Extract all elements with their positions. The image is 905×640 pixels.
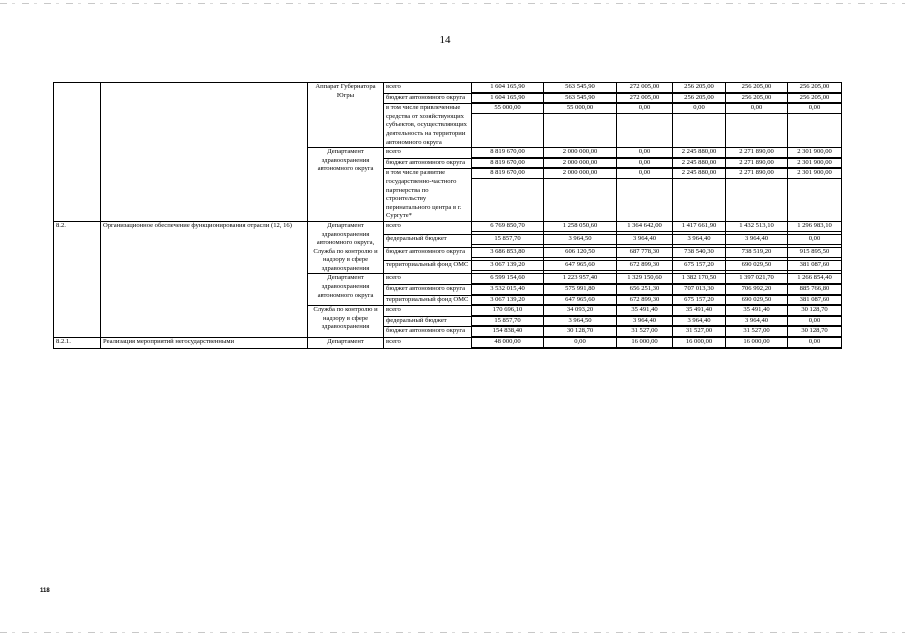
amount-value: 2 000 000,00 [544,169,616,179]
amount-value: 1 266 854,40 [788,274,841,284]
amount-value: 885 766,80 [788,285,841,295]
amount-cell [544,104,617,148]
amount-cell [544,316,617,327]
amount-cell [544,338,617,349]
amount-value: 2 271 890,00 [726,169,787,179]
amount-cell [617,285,673,296]
amount-cell [617,338,673,349]
amount-value: 35 491,40 [726,306,787,316]
amount-value: 381 087,60 [788,296,841,306]
budget-table [53,82,842,349]
amount-value: 1 397 021,70 [726,274,787,284]
amount-cell [472,295,544,306]
amount-cell [472,274,544,285]
amount-cell [673,221,726,234]
amount-value: 0,00 [617,148,672,158]
amount-cell [726,338,788,349]
footer-code: 118 [40,588,50,594]
amount-cell [544,306,617,317]
amount-cell [544,295,617,306]
amount-cell [726,306,788,317]
amount-value: 1 382 170,50 [673,274,725,284]
amount-value: 3 964,40 [673,235,725,245]
amount-cell [788,338,842,349]
executor-cell: Департамент здравоохранения автономного округа [308,148,384,222]
amount-value: 1 364 642,00 [617,222,672,232]
amount-cell [472,261,544,274]
amount-value: 1 223 957,40 [544,274,616,284]
amount-cell [617,93,673,104]
amount-value: 35 491,40 [617,306,672,316]
amount-value: 30 128,70 [788,327,841,337]
amount-value: 3 964,40 [617,317,672,327]
funding-source-cell: бюджет автономного округа [384,248,472,261]
scan-edge-bottom [0,632,905,633]
executor-cell: Аппарат Губернатора Югры [308,83,384,148]
amount-cell [788,158,842,169]
amount-value: 2 271 890,00 [726,148,787,158]
amount-cell [726,93,788,104]
amount-value: 3 067 139,20 [472,261,543,271]
amount-cell [673,261,726,274]
amount-cell [617,221,673,234]
amount-cell [726,148,788,159]
amount-value: 0,00 [673,104,725,114]
amount-value: 1 417 661,90 [673,222,725,232]
amount-value: 55 000,00 [472,104,543,114]
amount-value: 575 991,80 [544,285,616,295]
amount-value: 0,00 [617,159,672,169]
amount-cell [544,169,617,222]
amount-cell [726,158,788,169]
amount-value: 0,00 [617,169,672,179]
amount-cell [788,83,842,94]
amount-cell [673,83,726,94]
amount-cell [673,158,726,169]
amount-cell [673,306,726,317]
amount-value: 2 245 880,00 [673,148,725,158]
amount-value: 30 128,70 [788,306,841,316]
amount-value: 8 819 670,00 [472,169,543,179]
amount-value: 256 205,00 [726,83,787,93]
funding-source-cell: всего [384,338,472,349]
funding-source-cell: бюджет автономного округа [384,158,472,169]
amount-value: 15 857,70 [472,235,543,245]
funding-source-cell: бюджет автономного округа [384,285,472,296]
amount-cell [617,104,673,148]
amount-cell [726,235,788,248]
amount-value: 656 251,30 [617,285,672,295]
amount-cell [544,285,617,296]
amount-value: 2 301 900,00 [788,159,841,169]
amount-value: 2 271 890,00 [726,159,787,169]
amount-cell [788,327,842,338]
amount-cell [472,93,544,104]
amount-value: 256 205,00 [788,83,841,93]
amount-value: 8 819 670,00 [472,159,543,169]
amount-value: 30 128,70 [544,327,616,337]
amount-cell [788,295,842,306]
amount-cell [673,316,726,327]
funding-source-cell: в том числе привлеченные средства от хозяйствующих субъектов, осуществляющих деятельность на территории автономного округа [384,104,472,148]
amount-value: 2 245 880,00 [673,159,725,169]
amount-cell [544,261,617,274]
amount-value: 6 599 154,60 [472,274,543,284]
amount-cell [472,327,544,338]
amount-cell [472,221,544,234]
amount-cell [617,261,673,274]
funding-source-cell: территориальный фонд ОМС [384,295,472,306]
amount-value: 0,00 [788,338,841,348]
amount-cell [617,148,673,159]
amount-value: 16 000,00 [726,338,787,348]
item-code-cell: 8.2.1. [54,338,101,349]
amount-cell [726,169,788,222]
amount-cell [617,327,673,338]
table-row [54,338,842,349]
amount-value: 3 964,40 [726,235,787,245]
amount-value: 647 965,60 [544,296,616,306]
amount-cell [544,93,617,104]
amount-value: 2 000 000,00 [544,159,616,169]
amount-value: 2 000 000,00 [544,148,616,158]
amount-cell [544,235,617,248]
amount-cell [472,316,544,327]
budget-table-body [54,83,842,349]
amount-cell [673,295,726,306]
amount-value: 706 992,20 [726,285,787,295]
funding-source-cell: территориальный фонд ОМС [384,261,472,274]
amount-cell [726,248,788,261]
table-row [54,221,842,234]
amount-cell [726,285,788,296]
amount-value: 2 301 900,00 [788,169,841,179]
amount-value: 8 819 670,00 [472,148,543,158]
funding-source-cell: федеральный бюджет [384,316,472,327]
amount-value: 48 000,00 [472,338,543,348]
item-code-cell: 8.2. [54,221,101,337]
amount-value: 3 067 139,20 [472,296,543,306]
amount-cell [472,248,544,261]
amount-cell [673,274,726,285]
amount-value: 3 964,50 [544,235,616,245]
amount-value: 687 778,30 [617,248,672,258]
amount-value: 256 205,00 [673,94,725,104]
funding-source-cell: бюджет автономного округа [384,327,472,338]
amount-cell [788,274,842,285]
amount-cell [788,285,842,296]
amount-value: 1 604 165,90 [472,83,543,93]
amount-value: 2 301 900,00 [788,148,841,158]
amount-value: 31 527,00 [617,327,672,337]
amount-value: 707 013,30 [673,285,725,295]
amount-value: 1 432 513,10 [726,222,787,232]
amount-value: 0,00 [726,104,787,114]
amount-value: 690 029,50 [726,261,787,271]
amount-cell [673,93,726,104]
amount-cell [544,158,617,169]
scan-edge-top [0,3,905,4]
amount-value: 915 895,50 [788,248,841,258]
amount-value: 563 545,90 [544,94,616,104]
item-name-cell: Реализация мероприятий негосударственными [101,338,308,349]
amount-cell [726,327,788,338]
amount-value: 0,00 [544,338,616,348]
funding-source-cell: бюджет автономного округа [384,93,472,104]
amount-cell [544,248,617,261]
amount-cell [673,327,726,338]
amount-cell [673,285,726,296]
amount-value: 34 093,20 [544,306,616,316]
amount-value: 3 964,50 [544,317,616,327]
amount-cell [617,235,673,248]
amount-value: 3 964,40 [673,317,725,327]
funding-source-cell: всего [384,274,472,285]
amount-cell [726,83,788,94]
amount-cell [472,338,544,349]
amount-cell [726,295,788,306]
amount-value: 35 491,40 [673,306,725,316]
amount-value: 16 000,00 [673,338,725,348]
amount-value: 256 205,00 [788,94,841,104]
amount-value: 31 527,00 [673,327,725,337]
amount-cell [472,235,544,248]
amount-cell [617,316,673,327]
amount-value: 675 157,20 [673,296,725,306]
table-row [54,83,842,94]
amount-value: 647 965,60 [544,261,616,271]
amount-cell [472,148,544,159]
amount-value: 563 545,90 [544,83,616,93]
item-code-cell [54,83,101,222]
amount-cell [617,274,673,285]
amount-cell [726,261,788,274]
amount-value: 0,00 [617,104,672,114]
amount-cell [788,316,842,327]
amount-value: 256 205,00 [726,94,787,104]
amount-cell [617,306,673,317]
executor-cell: Департамент здравоохранения автономного округа, Служба по контролю и надзору в сфере здравоохранения [308,221,384,274]
amount-cell [673,104,726,148]
funding-source-cell: всего [384,148,472,159]
amount-value: 256 205,00 [673,83,725,93]
amount-value: 154 838,40 [472,327,543,337]
amount-cell [617,169,673,222]
amount-cell [788,248,842,261]
amount-cell [788,235,842,248]
amount-cell [544,221,617,234]
amount-value: 170 696,10 [472,306,543,316]
amount-cell [726,104,788,148]
amount-cell [726,316,788,327]
amount-value: 0,00 [788,235,841,245]
amount-value: 672 899,30 [617,296,672,306]
amount-value: 3 964,40 [617,235,672,245]
amount-cell [472,306,544,317]
amount-value: 3 686 853,80 [472,248,543,258]
amount-value: 0,00 [788,104,841,114]
amount-value: 381 087,60 [788,261,841,271]
amount-value: 15 857,70 [472,317,543,327]
amount-value: 272 005,00 [617,94,672,104]
amount-cell [788,93,842,104]
amount-value: 2 245 880,00 [673,169,725,179]
amount-value: 1 296 983,10 [788,222,841,232]
item-name-cell: Организационное обеспечение функционирования отрасли (12, 16) [101,221,308,337]
amount-cell [726,274,788,285]
amount-value: 690 029,50 [726,296,787,306]
amount-cell [617,83,673,94]
amount-cell [544,274,617,285]
amount-value: 738 540,30 [673,248,725,258]
amount-value: 675 157,20 [673,261,725,271]
amount-value: 6 769 850,70 [472,222,543,232]
amount-cell [673,148,726,159]
funding-source-cell: в том числе развитие государственно-частного партнерства по строительству перинатального центра в г. Сургуте* [384,169,472,222]
amount-value: 1 258 050,60 [544,222,616,232]
amount-cell [788,148,842,159]
amount-cell [472,158,544,169]
amount-value: 55 000,00 [544,104,616,114]
amount-cell [788,104,842,148]
item-name-cell [101,83,308,222]
amount-value: 3 532 015,40 [472,285,543,295]
amount-cell [472,104,544,148]
funding-source-cell: федеральный бюджет [384,235,472,248]
amount-cell [673,235,726,248]
amount-value: 31 527,00 [726,327,787,337]
amount-cell [673,338,726,349]
amount-value: 672 899,30 [617,261,672,271]
amount-cell [788,261,842,274]
amount-value: 1 604 165,90 [472,94,543,104]
amount-cell [788,169,842,222]
funding-source-cell: всего [384,83,472,94]
amount-value: 606 120,50 [544,248,616,258]
amount-cell [617,295,673,306]
amount-cell [617,158,673,169]
amount-cell [726,221,788,234]
amount-cell [472,169,544,222]
funding-source-cell: всего [384,306,472,317]
amount-value: 1 329 150,60 [617,274,672,284]
amount-cell [544,83,617,94]
amount-value: 272 005,00 [617,83,672,93]
amount-value: 3 964,40 [726,317,787,327]
amount-cell [788,221,842,234]
amount-cell [544,148,617,159]
amount-cell [673,248,726,261]
funding-source-cell: всего [384,221,472,234]
amount-cell [472,285,544,296]
executor-cell: Департамент здравоохранения автономного округа [308,274,384,306]
amount-cell [472,83,544,94]
amount-value: 0,00 [788,317,841,327]
amount-cell [617,248,673,261]
executor-cell: Служба по контролю и надзору в сфере здравоохранения [308,306,384,338]
amount-cell [544,327,617,338]
page-number: 14 [439,34,451,46]
amount-value: 16 000,00 [617,338,672,348]
executor-cell: Департамент [308,338,384,349]
amount-cell [673,169,726,222]
amount-value: 738 519,20 [726,248,787,258]
amount-cell [788,306,842,317]
